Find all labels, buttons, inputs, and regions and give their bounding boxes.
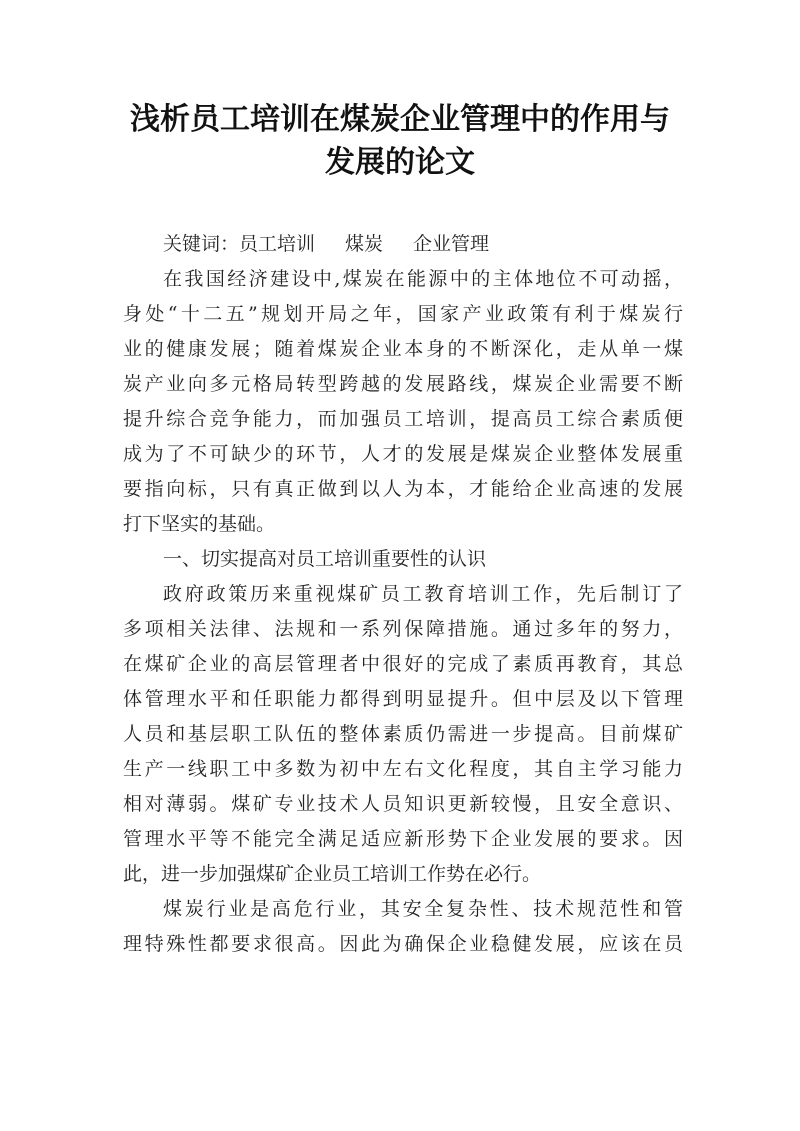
paragraph-line: 业的健康发展；随着煤炭企业本身的不断深化，走从单一煤: [123, 338, 683, 360]
paragraph-line: 在我国经济建设中,煤炭在能源中的主体地位不可动摇，: [163, 268, 683, 290]
keyword-item: 煤炭: [345, 233, 384, 255]
title-line-2: 发展的论文: [325, 145, 475, 180]
keywords-row: [123, 227, 683, 262]
paragraph-line: 管理水平等不能完全满足适应新形势下企业发展的要求。因: [123, 828, 683, 850]
paragraph-line: 成为了不可缺少的环节，人才的发展是煤炭企业整体发展重: [123, 443, 683, 465]
paragraph-line: 相对薄弱。煤矿专业技术人员知识更新较慢，且安全意识、: [123, 793, 683, 815]
paragraph-line: 多项相关法律、法规和一系列保障措施。通过多年的努力，: [123, 618, 683, 640]
keywords-line: [123, 227, 683, 262]
keyword-item: 员工培训: [239, 233, 316, 255]
section-heading-1: [123, 542, 683, 577]
paragraph-policy: [123, 577, 683, 892]
paragraph-industry: [123, 892, 683, 962]
paragraph-line: 人员和基层职工队伍的整体素质仍需进一步提高。目前煤矿: [123, 723, 683, 745]
document-title: [80, 98, 720, 184]
paragraph-line: 打下坚实的基础。: [123, 513, 276, 535]
paragraph-line: 提升综合竞争能力，而加强员工培训，提高员工综合素质便: [123, 408, 683, 430]
title-line-1: 浅析员工培训在煤炭企业管理中的作用与: [130, 102, 670, 137]
paragraph-line: 煤炭行业是高危行业，其安全复杂性、技术规范性和管: [163, 898, 683, 920]
paragraph-line: 体管理水平和任职能力都得到明显提升。但中层及以下管理: [123, 688, 683, 710]
paragraph-line: 在煤矿企业的高层管理者中很好的完成了素质再教育，其总: [123, 653, 683, 675]
keyword-item: 企业管理: [413, 233, 490, 255]
document-body: [123, 227, 683, 962]
keywords-label: 关键词：: [163, 233, 240, 255]
paragraph-line: 理特殊性都要求很高。因此为确保企业稳健发展，应该在员: [123, 933, 683, 955]
paragraph-intro: [123, 262, 683, 542]
section-heading-text: 一、切实提高对员工培训重要性的认识: [163, 548, 487, 570]
paragraph-line: 此，进一步加强煤矿企业员工培训工作势在必行。: [123, 863, 542, 885]
paragraph-line: 炭产业向多元格局转型跨越的发展路线，煤炭企业需要不断: [123, 373, 683, 395]
paragraph-line: 生产一线职工中多数为初中左右文化程度，其自主学习能力: [123, 758, 683, 780]
paragraph-line: 政府政策历来重视煤矿员工教育培训工作，先后制订了: [163, 583, 683, 605]
paragraph-line: 要指向标，只有真正做到以人为本，才能给企业高速的发展: [123, 478, 683, 500]
paragraph-line: 身处“十二五”规划开局之年，国家产业政策有利于煤炭行: [123, 303, 683, 325]
